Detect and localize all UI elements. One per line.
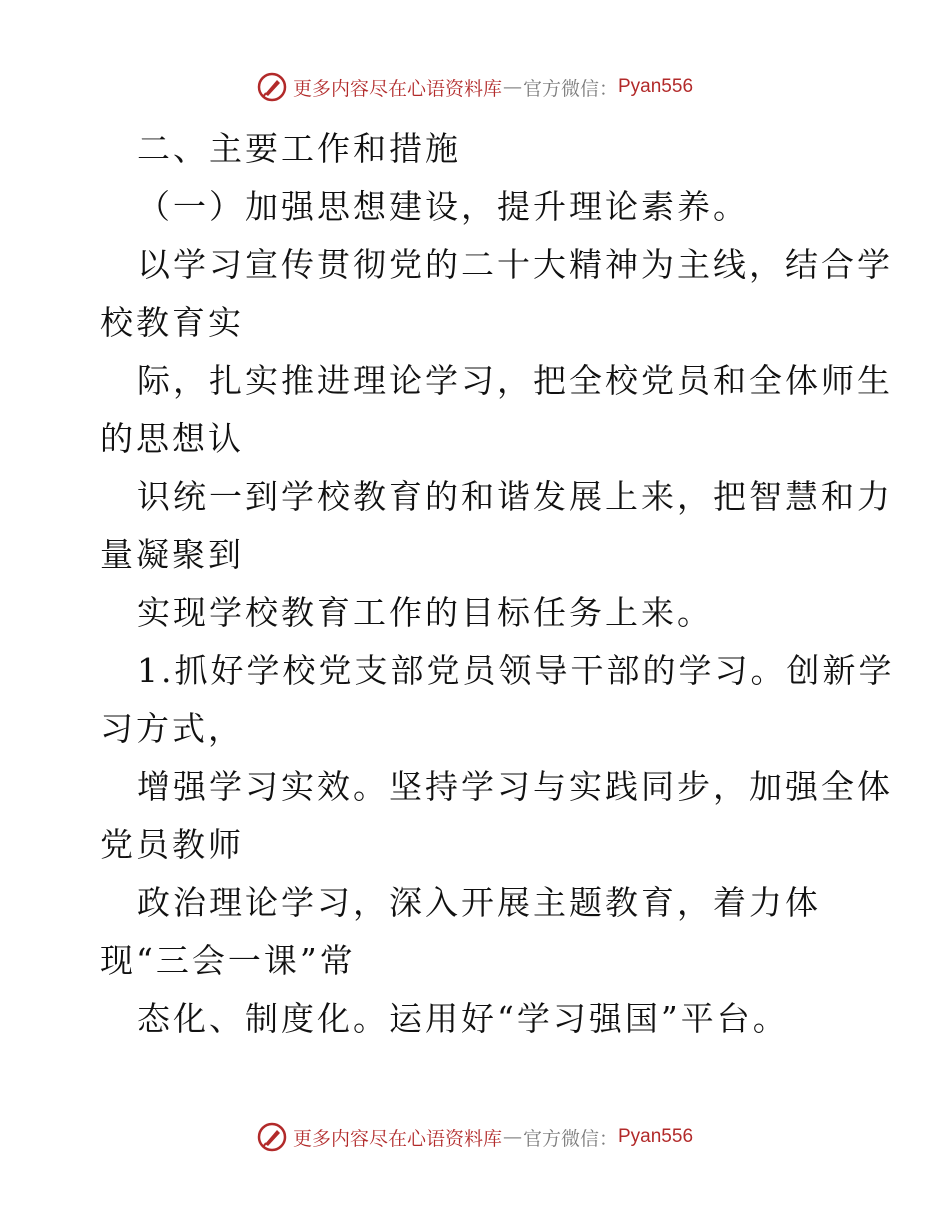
text-line: 实现学校教育工作的目标任务上来。 bbox=[137, 593, 713, 632]
watermark-wechat-label: 官方微信： bbox=[522, 1127, 618, 1150]
text-line: 校教育实 bbox=[100, 303, 244, 342]
watermark-text: 更多内容尽在心语资料库 bbox=[292, 77, 502, 100]
text-line: （一）加强思想建设，提升理论素养。 bbox=[137, 187, 749, 226]
text-line: 态化、制度化。运用好“学习强国”平台。 bbox=[137, 999, 789, 1038]
quill-logo-icon bbox=[257, 72, 287, 102]
watermark-separator: — bbox=[502, 1126, 522, 1148]
text-line: 以学习宣传贯彻党的二十大精神为主线，结合学 bbox=[137, 245, 893, 284]
text-line: 际，扎实推进理论学习，把全校党员和全体师生 bbox=[137, 361, 893, 400]
text-line: 政治理论学习，深入开展主题教育，着力体 bbox=[137, 883, 821, 922]
text-line: 的思想认 bbox=[100, 419, 244, 458]
text-line: 习方式， bbox=[100, 709, 244, 748]
footer-watermark bbox=[0, 1122, 950, 1152]
quill-logo-icon bbox=[257, 1122, 287, 1152]
text-line: 二、主要工作和措施 bbox=[137, 129, 461, 168]
watermark-text: 更多内容尽在心语资料库 bbox=[292, 1127, 502, 1150]
watermark-separator: — bbox=[502, 76, 522, 98]
text-line: 识统一到学校教育的和谐发展上来，把智慧和力 bbox=[137, 477, 893, 516]
document-body bbox=[100, 120, 895, 1048]
header-watermark bbox=[0, 72, 950, 102]
watermark-wechat-id: Pyan556 bbox=[618, 76, 694, 97]
watermark-wechat-label: 官方微信： bbox=[522, 77, 618, 100]
text-line: 现“三会一课”常 bbox=[100, 941, 356, 980]
text-line: 党员教师 bbox=[100, 825, 244, 864]
text-line: 增强学习实效。坚持学习与实践同步，加强全体 bbox=[137, 767, 893, 806]
text-line: 量凝聚到 bbox=[100, 535, 244, 574]
text-line: 1.抓好学校党支部党员领导干部的学习。创新学 bbox=[137, 651, 895, 690]
watermark-wechat-id: Pyan556 bbox=[618, 1126, 694, 1147]
